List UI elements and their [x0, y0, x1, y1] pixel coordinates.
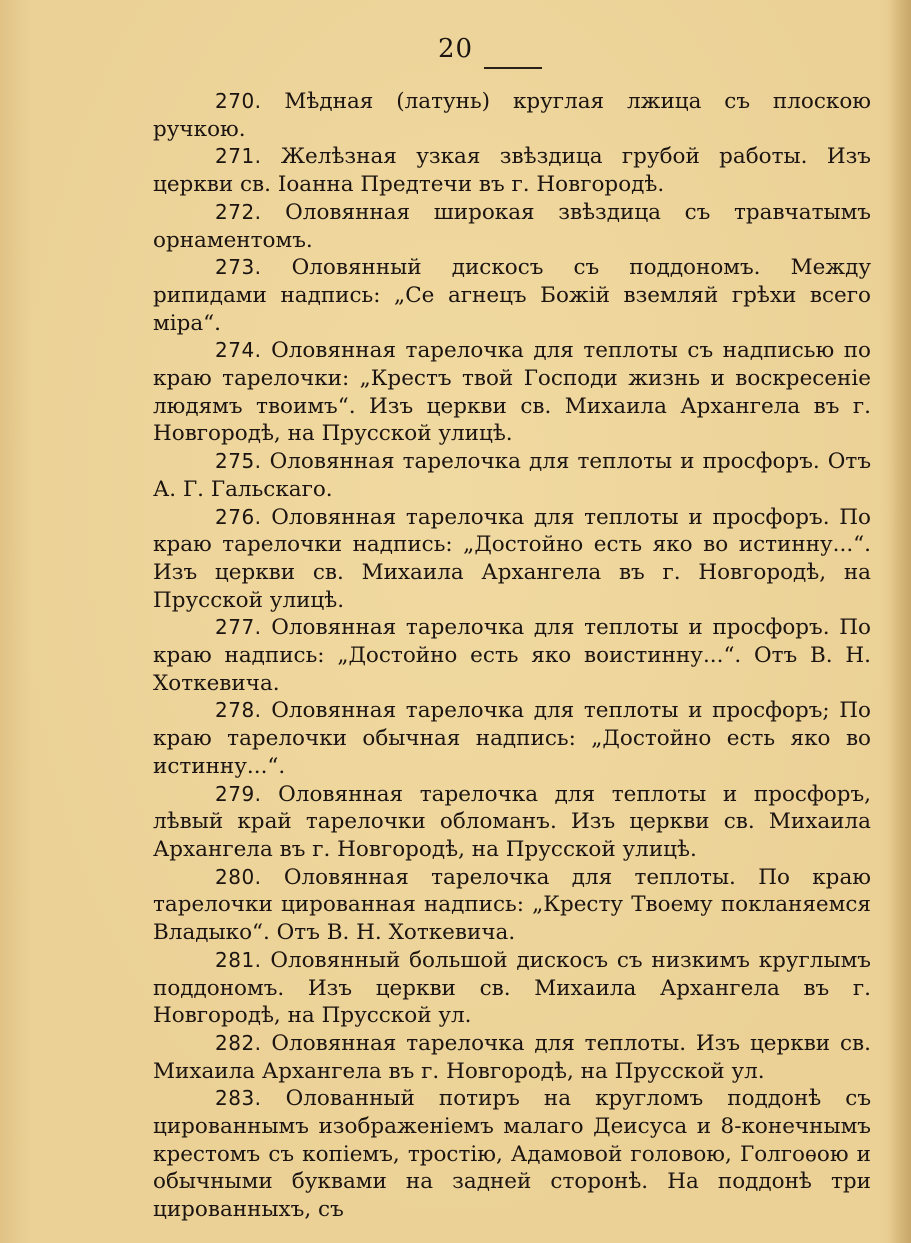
- entry-text: Оловянная тарелочка для теплоты и просфоръ. Отъ А. Г. Гальскаго.: [153, 449, 871, 502]
- entry-text: Олованный потиръ на кругломъ поддонѣ съ цированнымъ изображеніемъ малаго Деисуса и 8-конечнымъ крестомъ съ копіемъ, тростію, Адамовой головою, Голгоѳою и обычными буквами на задней сторонѣ. На поддонѣ три цированныхъ, съ: [153, 1086, 872, 1223]
- catalog-entry: [153, 614, 871, 697]
- entry-text: Оловянная тарелочка для теплоты и просфоръ; По краю тарелочки обычная надпись: „Достойно есть яко во истинну...“.: [153, 698, 871, 779]
- entry-number: 270.: [215, 89, 262, 113]
- catalog-entry: [153, 337, 871, 448]
- catalog-entry: [153, 504, 871, 615]
- entry-number: 272.: [215, 199, 262, 224]
- page-edge-shadow: [889, 0, 911, 1243]
- catalog-entry: [153, 947, 871, 1030]
- entry-text: Оловянная тарелочка для теплоты и просфоръ. По краю тарелочки надпись: „Достойно есть яко во истинну...“. Изъ церкви св. Михаила Архангела въ г. Новгородѣ, на Прусской улицѣ.: [153, 504, 871, 613]
- catalog-entry: [153, 1030, 871, 1085]
- entry-number: 283.: [215, 1086, 262, 1111]
- entry-number: 281.: [215, 947, 262, 972]
- catalog-entries: [153, 88, 871, 1224]
- catalog-entry: [153, 254, 871, 337]
- catalog-entry: [153, 864, 871, 947]
- entry-number: 280.: [215, 864, 262, 889]
- catalog-entry: [153, 1085, 871, 1224]
- entry-text: Оловянный большой дискосъ съ низкимъ круглымъ поддономъ. Изъ церкви св. Михаила Архангела въ г. Новгородѣ, на Прусской ул.: [153, 947, 871, 1029]
- entry-text: Оловянная тарелочка для теплоты съ надписью по краю тарелочки: „Крестъ твой Господи жизнь и воскресеніе людямъ твоимъ“. Изъ церкви св. Михаила Архангела въ г. Новгородѣ, на Прусской улицѣ.: [153, 338, 872, 447]
- entry-text: Оловянная тарелочка для теплоты. Изъ церкви св. Михаила Архангела въ г. Новгородѣ, на Прусской ул.: [153, 1030, 871, 1084]
- page-number: 20: [437, 34, 474, 64]
- catalog-entry: [153, 88, 871, 143]
- entry-text: Оловянная широкая звѣздица съ травчатымъ орнаментомъ.: [153, 199, 871, 253]
- entry-number: 276.: [215, 504, 262, 529]
- entry-number: 279.: [215, 781, 262, 806]
- entry-text: Желѣзная узкая звѣздица грубой работы. Изъ церкви св. Іоанна Предтечи въ г. Новгородѣ.: [153, 144, 871, 198]
- catalog-entry: [153, 143, 871, 198]
- entry-text: Мѣдная (латунь) круглая лжица съ плоскою ручкою.: [153, 89, 871, 142]
- entry-number: 277.: [215, 615, 262, 640]
- catalog-entry: [153, 781, 871, 864]
- entry-number: 271.: [215, 144, 262, 169]
- entry-number: 274.: [215, 338, 262, 363]
- entry-text: Оловянный дискосъ съ поддономъ. Между рипидами надпись: „Се агнецъ Божій вземляй грѣхи всего міра“.: [153, 255, 871, 336]
- entry-text: Оловянная тарелочка для теплоты и просфоръ, лѣвый край тарелочки обломанъ. Изъ церкви св. Михаила Архангела въ г. Новгородѣ, на Прусской улицѣ.: [153, 781, 871, 862]
- entry-number: 275.: [215, 449, 262, 474]
- catalog-entry: [153, 448, 871, 503]
- page-number-underline: [484, 67, 542, 69]
- catalog-entry: [153, 697, 871, 780]
- catalog-entry: [153, 199, 871, 254]
- entry-number: 282.: [215, 1030, 262, 1055]
- entry-text: Оловянная тарелочка для теплоты и просфоръ. По краю надпись: „Достойно есть яко воистинну...“. Отъ В. Н. Хоткевича.: [153, 615, 871, 696]
- entry-number: 273.: [215, 255, 262, 280]
- entry-text: Оловянная тарелочка для теплоты. По краю тарелочки цированная надпись: „Кресту Твоему покланяемся Владыко“. Отъ В. Н. Хоткевича.: [153, 864, 871, 946]
- entry-number: 278.: [215, 698, 262, 723]
